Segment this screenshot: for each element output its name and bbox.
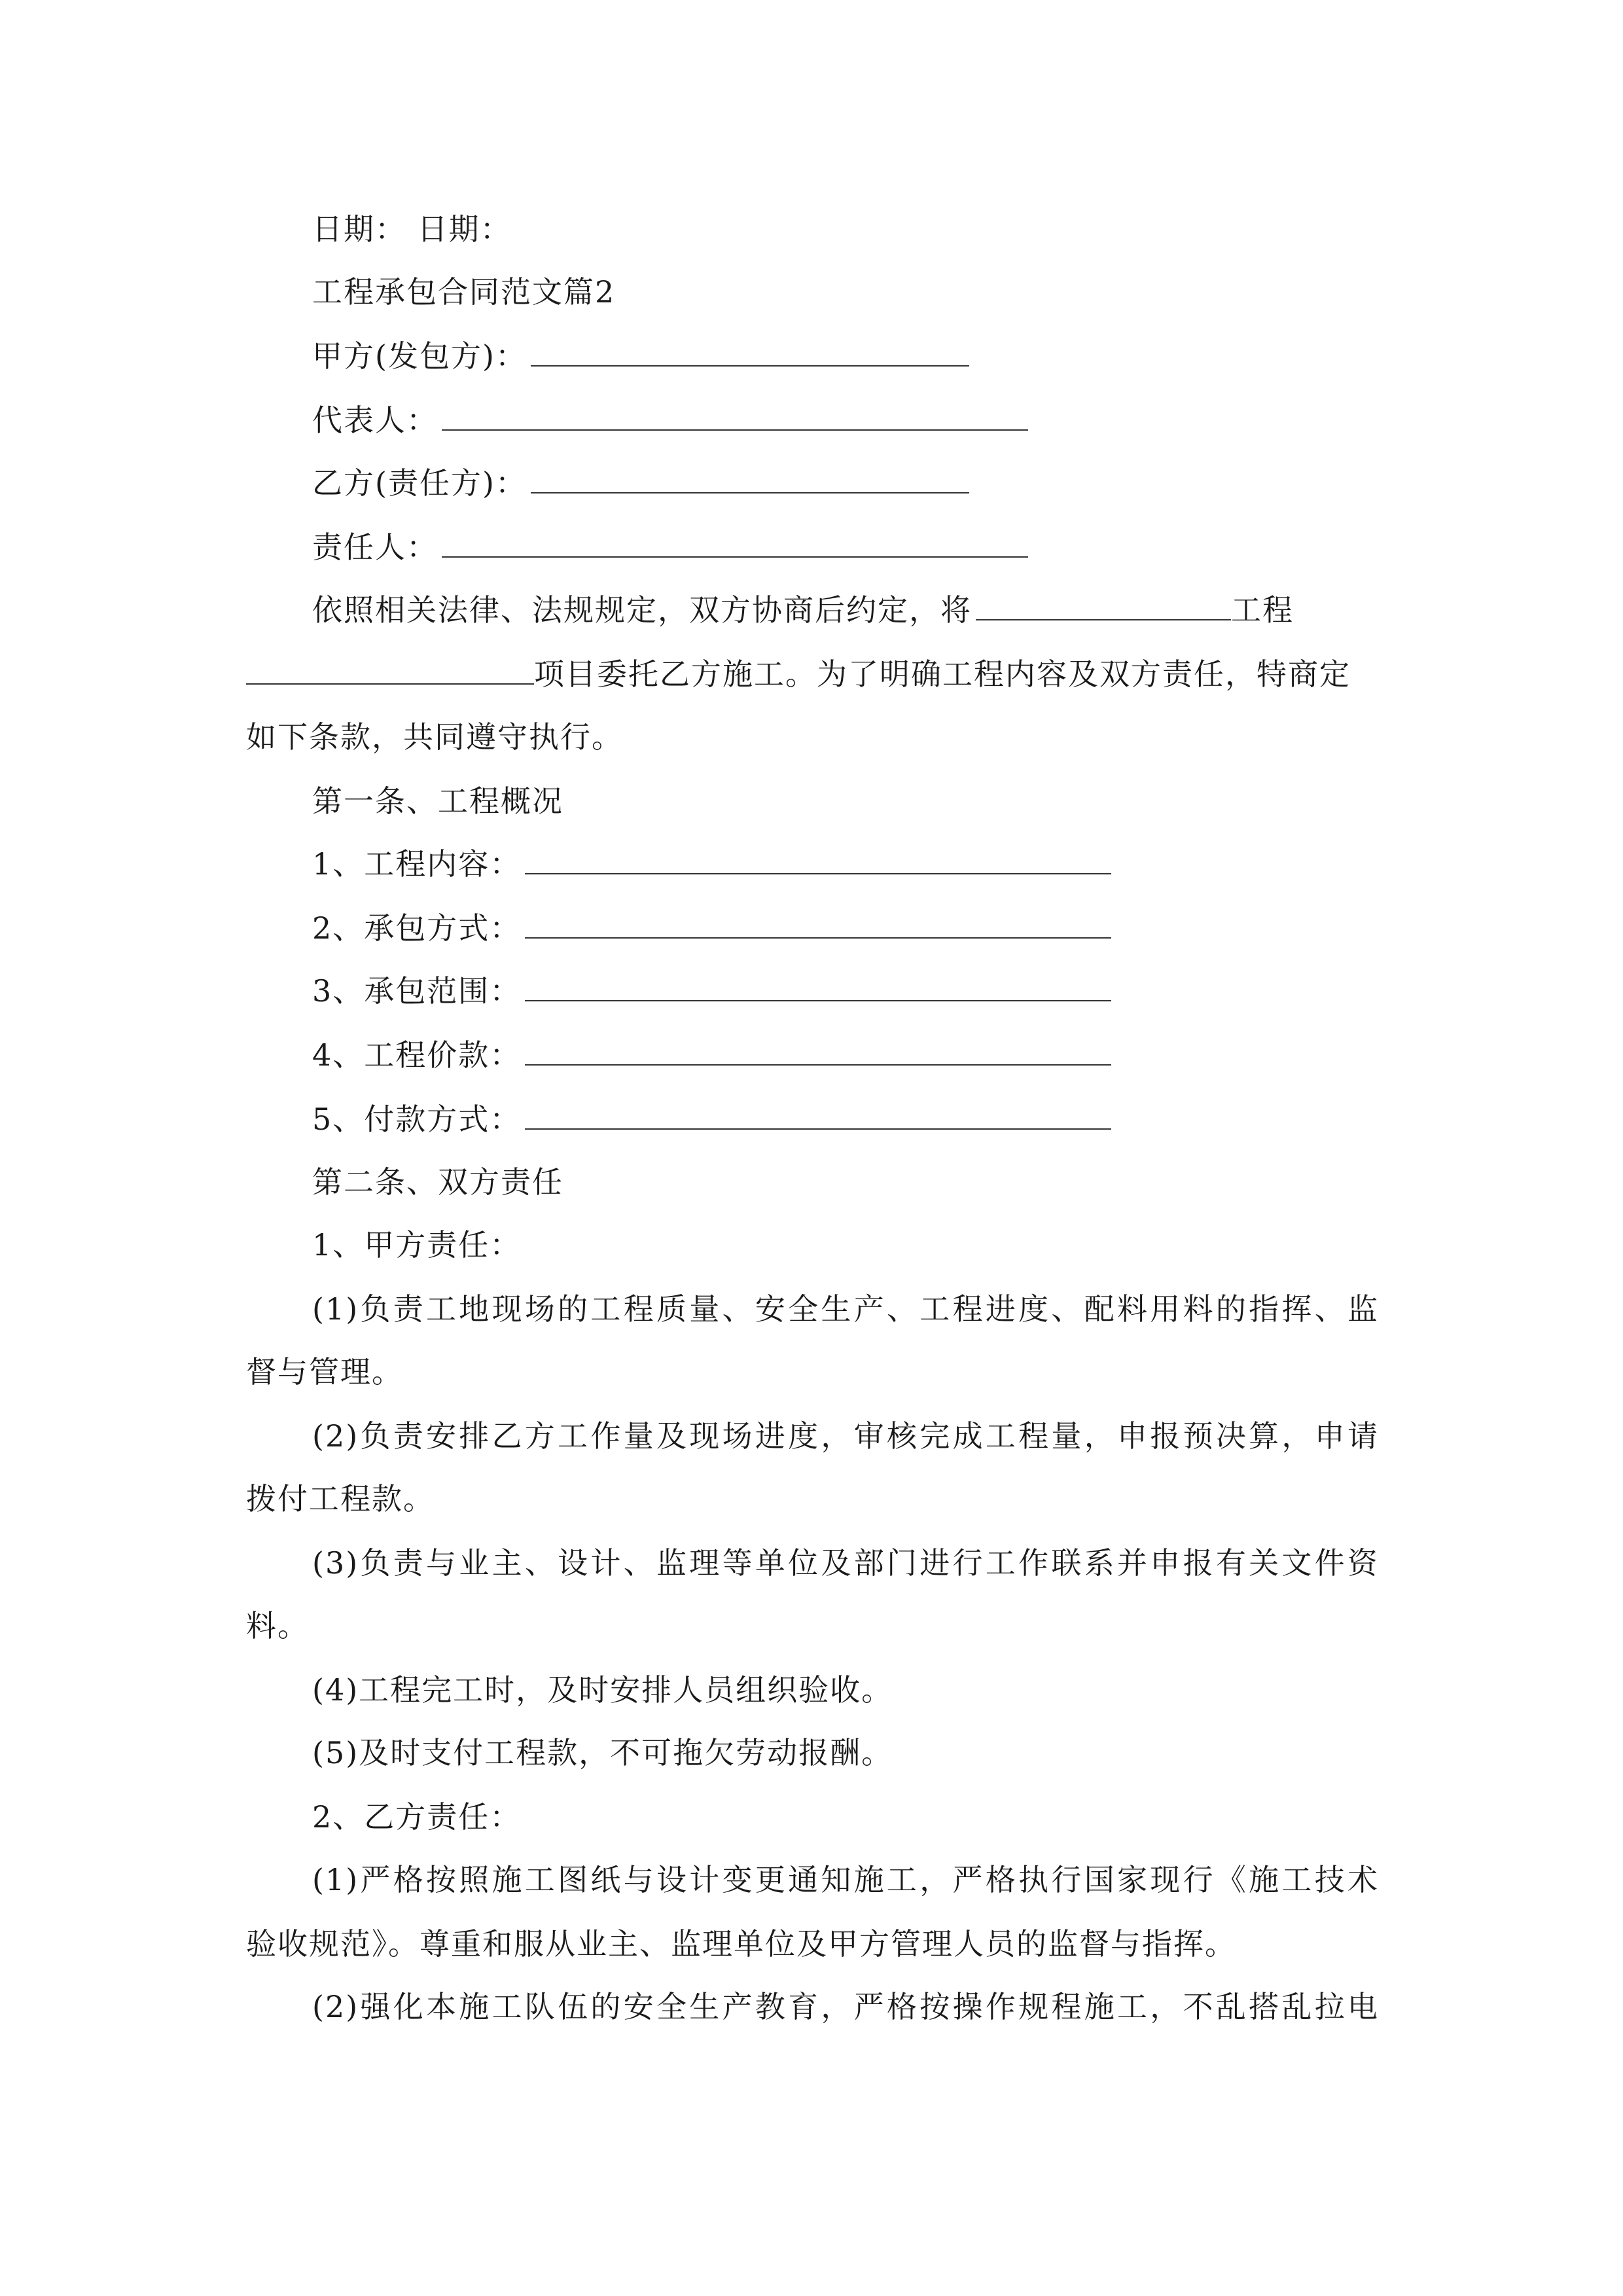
intro-line-1: 依照相关法律、法规规定，双方协商后约定，将 工程 <box>312 590 1294 630</box>
party-a-blank <box>531 336 969 367</box>
party-b-field <box>312 463 969 503</box>
responsible-person-field <box>312 528 1028 567</box>
article-1-item: 2、承包方式： <box>312 908 1111 948</box>
duty-b1-line-2: 验收规范》。尊重和服从业主、监理单位及甲方管理人员的监督与指挥。 <box>246 1926 1236 1962</box>
duty-a5: (5)及时支付工程款，不可拖欠劳动报酬。 <box>312 1735 893 1770</box>
document-title: 工程承包合同范文篇2 <box>312 274 616 310</box>
item-blank <box>525 1100 1111 1130</box>
item-blank <box>525 1035 1111 1066</box>
article-1-item: 1、工程内容： <box>312 844 1111 884</box>
party-a-field <box>312 336 969 376</box>
item-blank <box>525 908 1111 939</box>
intro-line-2: 项目委托乙方施工。为了明确工程内容及双方责任，特商定 <box>246 655 1351 694</box>
duty-b2-line-1: (2)强化本施工队伍的安全生产教育，严格按操作规程施工，不乱搭乱拉电 <box>312 1989 1379 2024</box>
header-dates: 日期： 日期： <box>312 211 512 247</box>
duty-a1-line-2: 督与管理。 <box>246 1354 403 1390</box>
party-b-label: 乙方(责任方)： <box>312 465 527 501</box>
item-blank <box>525 844 1111 874</box>
project-name-blank <box>976 590 1231 620</box>
duty-b1-line-1: (1)严格按照施工图纸与设计变更通知施工，严格执行国家现行《施工技术 <box>312 1862 1379 1897</box>
item-blank <box>525 971 1111 1001</box>
party-a-label: 甲方(发包方)： <box>312 338 527 374</box>
article-1-item: 4、工程价款： <box>312 1035 1111 1075</box>
duty-a3-line-2: 料。 <box>246 1608 309 1643</box>
article-1-item: 3、承包范围： <box>312 971 1111 1011</box>
project-item-blank <box>246 655 534 685</box>
intro-line-3: 如下条款，共同遵守执行。 <box>246 719 623 755</box>
responsible-person-blank <box>442 528 1028 558</box>
representative-blank <box>442 401 1028 431</box>
party-b-duties-title: 2、乙方责任： <box>312 1799 522 1835</box>
article-1-item: 5、付款方式： <box>312 1100 1111 1139</box>
article-1-title: 第一条、工程概况 <box>312 783 563 819</box>
representative-label: 代表人： <box>312 403 438 438</box>
duty-a4: (4)工程完工时，及时安排人员组织验收。 <box>312 1672 893 1708</box>
duty-a2-line-1: (2)负责安排乙方工作量及现场进度，审核完成工程量，申报预决算，申请 <box>312 1418 1379 1454</box>
party-a-duties-title: 1、甲方责任： <box>312 1227 522 1263</box>
responsible-person-label: 责任人： <box>312 529 438 565</box>
duty-a2-line-2: 拨付工程款。 <box>246 1481 435 1516</box>
duty-a3-line-1: (3)负责与业主、设计、监理等单位及部门进行工作联系并申报有关文件资 <box>312 1545 1379 1581</box>
duty-a1-line-1: (1)负责工地现场的工程质量、安全生产、工程进度、配料用料的指挥、监 <box>312 1291 1379 1327</box>
article-2-title: 第二条、双方责任 <box>312 1164 563 1200</box>
representative-field <box>312 401 1028 440</box>
party-b-blank <box>531 463 969 493</box>
